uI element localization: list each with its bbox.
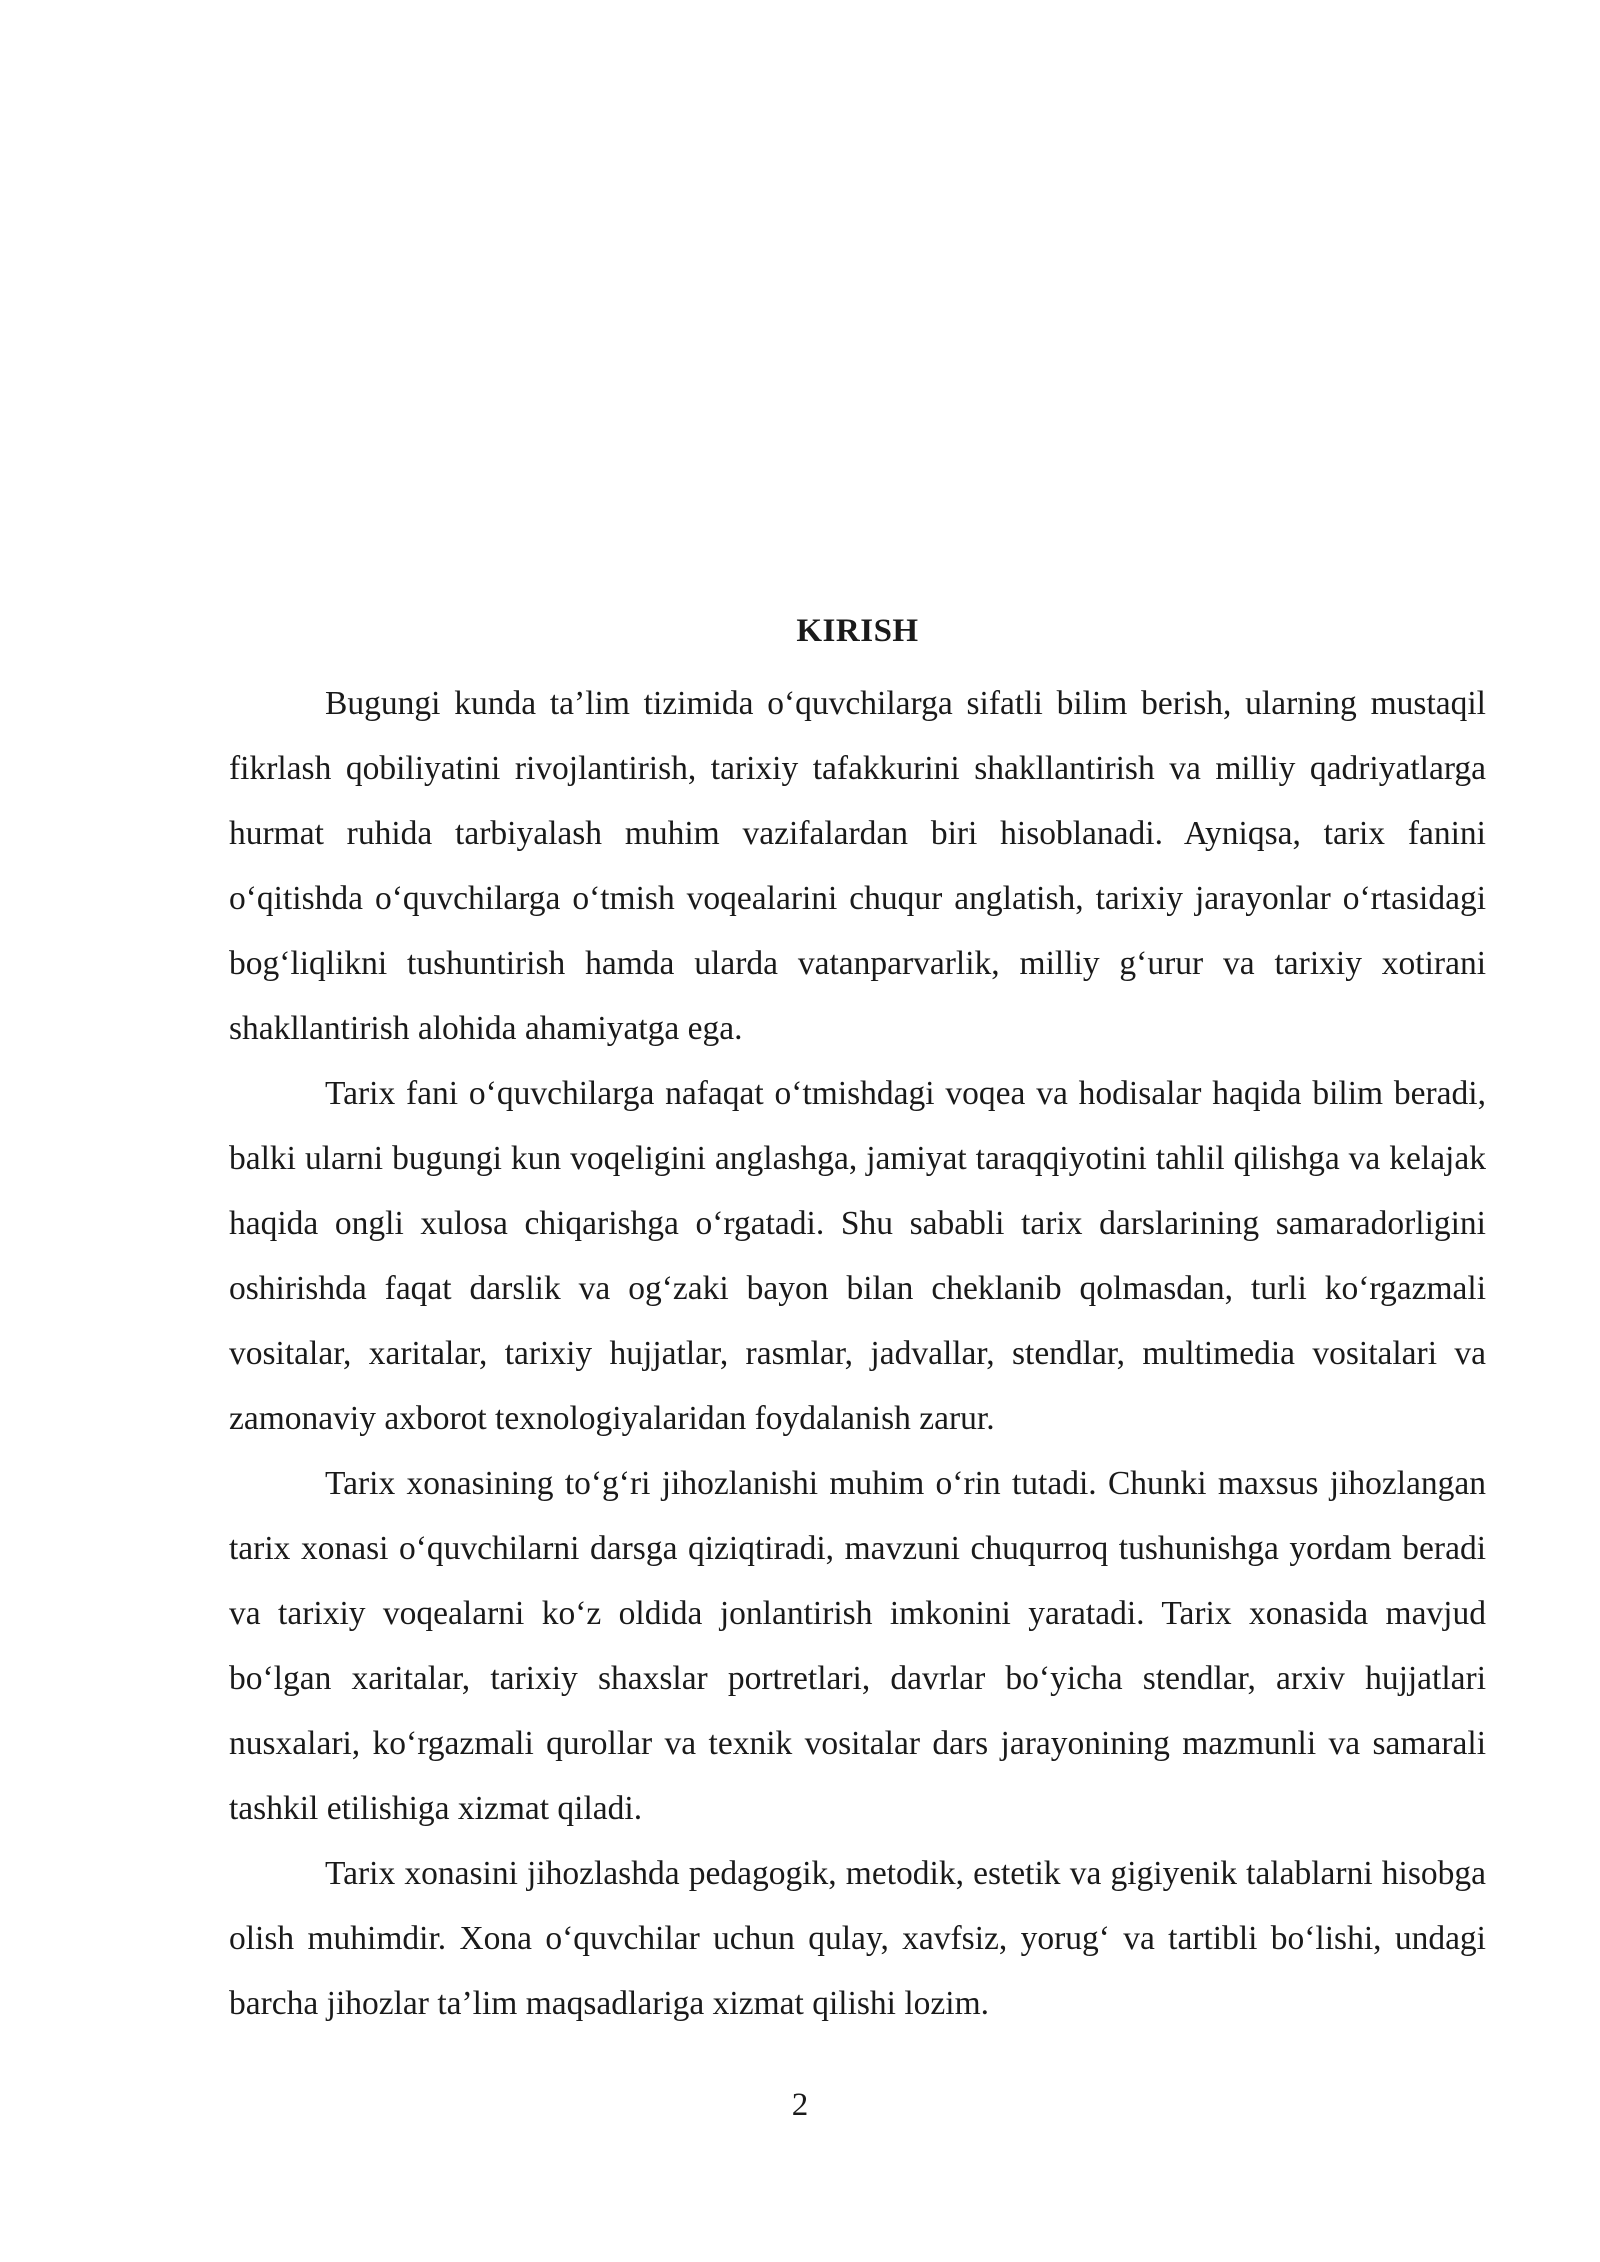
page-number: 2 [791, 2087, 809, 2123]
paragraph-4: Tarix xonasini jihozlashda pedagogik, metodik, estetik va gigiyenik talablarni hisobga olish muhimdir. Xona o‘quvchilar uchun qulay, xavfsiz, yorug‘ va tartibli bo‘lishi, undagi barcha jihozlar ta’lim maqsadlariga xizmat qilishi lozim. [229, 1855, 1486, 2022]
paragraph-1: Bugungi kunda ta’lim tizimida o‘quvchilarga sifatli bilim berish, ularning mustaqil fikrlash qobiliyatini rivojlantirish, tarixiy tafakkurini shakllantirish va milliy qadriyatlarga hurmat ruhida tarbiyalash muhim vazifalardan biri hisoblanadi. Ayniqsa, tarix fanini o‘qitishda o‘quvchilarga o‘tmish voqealarini chuqur anglatish, tarixiy jarayonlar o‘rtasidagi bog‘liqlikni tushuntirish hamda ularda vatanparvarlik, milliy g‘urur va tarixiy xotirani shakllantirish alohida ahamiyatga ega. [229, 685, 1486, 1047]
paragraph-3: Tarix xonasining to‘g‘ri jihozlanishi muhim o‘rin tutadi. Chunki maxsus jihozlangan tarix xonasi o‘quvchilarni darsga qiziqtiradi, mavzuni chuqurroq tushunishga yordam beradi va tarixiy voqealarni ko‘z oldida jonlantirish imkonini yaratadi. Tarix xonasida mavjud bo‘lgan xaritalar, tarixiy shaxslar portretlari, davrlar bo‘yicha stendlar, arxiv hujjatlari nusxalari, ko‘rgazmali qurollar va texnik vositalar dars jarayonining mazmunli va samarali tashkil etilishiga xizmat qiladi. [229, 1465, 1486, 1827]
paragraph-2: Tarix fani o‘quvchilarga nafaqat o‘tmishdagi voqea va hodisalar haqida bilim beradi, balki ularni bugungi kun voqeligini anglashga, jamiyat taraqqiyotini tahlil qilishga va kelajak haqida ongli xulosa chiqarishga o‘rgatadi. Shu sababli tarix darslarining samaradorligini oshirishda faqat darslik va og‘zaki bayon bilan cheklanib qolmasdan, turli ko‘rgazmali vositalar, xaritalar, tarixiy hujjatlar, rasmlar, jadvallar, stendlar, multimedia vositalari va zamonaviy axborot texnologiyalaridan foydalanish zarur. [229, 1075, 1486, 1437]
section-heading: KIRISH [796, 613, 919, 649]
page-content [229, 606, 1486, 2036]
